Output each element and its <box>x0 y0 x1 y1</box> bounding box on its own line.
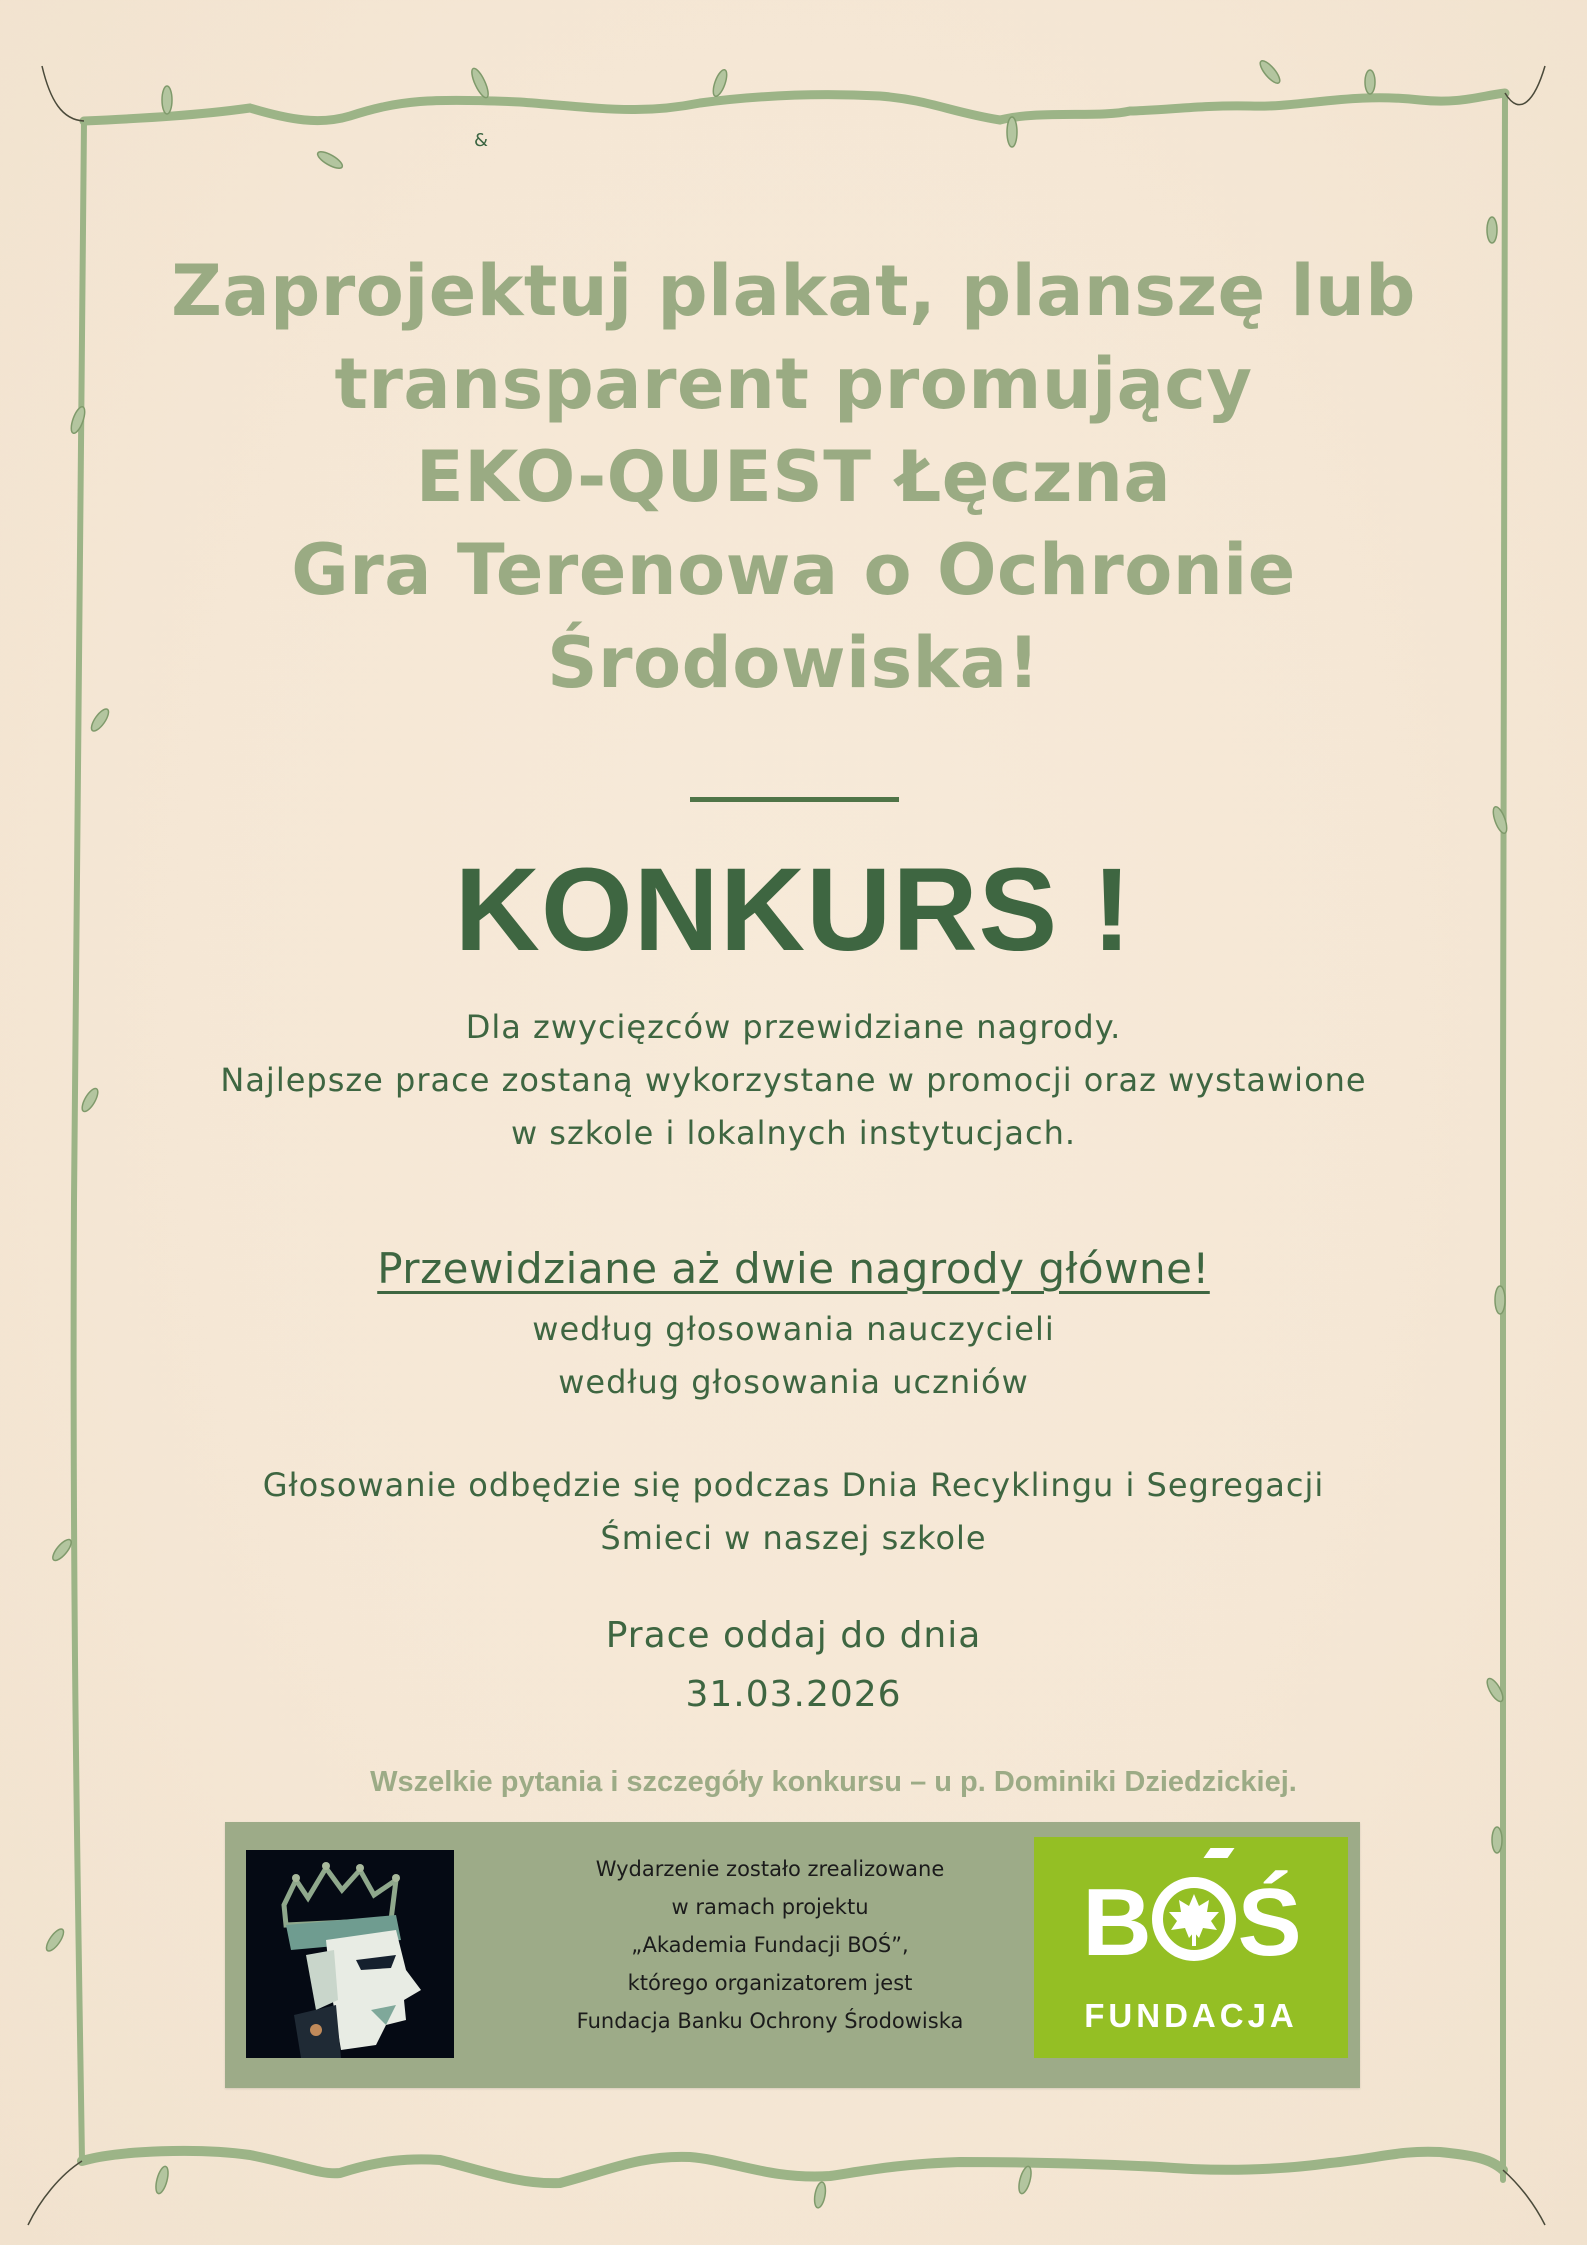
bos-fundacja-label: FUNDACJA <box>1084 1997 1298 2034</box>
leaf-icon <box>1152 1877 1236 1961</box>
voting-line: według głosowania nauczycieli <box>532 1310 1055 1348</box>
king-head-logo <box>246 1850 454 2058</box>
sponsor-text <box>510 1850 1030 2040</box>
bos-letter-b: B <box>1082 1869 1150 1976</box>
headline-line: Gra Terenowa o Ochronie <box>291 529 1296 611</box>
sponsor-line: którego organizatorem jest <box>627 1971 913 1995</box>
king-head-icon <box>246 1850 454 2058</box>
voting-event-line: Głosowanie odbędzie się podczas Dnia Recyklingu i Segregacji <box>262 1466 1325 1504</box>
headline-line: Zaprojektuj plakat, planszę lub <box>171 250 1416 332</box>
voting-event-line: Śmieci w naszej szkole <box>600 1519 987 1557</box>
ampersand-mark: & <box>474 130 489 151</box>
voting-event <box>0 1459 1587 1565</box>
deadline <box>0 1606 1587 1724</box>
poster-headline <box>100 245 1487 710</box>
bos-wordmark <box>1034 1869 1348 1976</box>
prizes-heading <box>0 1240 1587 1298</box>
intro-line: Najlepsze prace zostaną wykorzystane w promocji oraz wystawione <box>220 1061 1367 1099</box>
intro-text <box>0 1001 1587 1160</box>
headline-line: Środowiska! <box>547 622 1040 704</box>
intro-line: w szkole i lokalnych instytucjach. <box>510 1114 1077 1152</box>
prizes-heading-text: Przewidziane aż dwie nagrody główne! <box>377 1244 1210 1293</box>
sponsor-line: Fundacja Banku Ochrony Środowiska <box>576 2009 964 2033</box>
deadline-date: 31.03.2026 <box>685 1674 902 1715</box>
headline-line: EKO-QUEST Łęczna <box>415 436 1172 518</box>
deadline-label: Prace oddaj do dnia <box>605 1615 982 1656</box>
headline-line: transparent promujący <box>334 343 1253 425</box>
sponsor-line: „Akademia Fundacji BOŚ”, <box>631 1933 909 1957</box>
sponsor-line: w ramach projektu <box>671 1895 869 1919</box>
voting-methods <box>0 1303 1587 1409</box>
bos-letter-s: Ś <box>1237 1869 1300 1976</box>
section-divider <box>690 797 899 802</box>
intro-line: Dla zwycięzców przewidziane nagrody. <box>465 1008 1122 1046</box>
contact-info: Wszelkie pytania i szczegóły konkursu – u p. Dominiki Dziedzickiej. <box>370 1766 1297 1798</box>
sponsor-panel <box>225 1822 1360 2088</box>
voting-line: według głosowania uczniów <box>558 1363 1029 1401</box>
contest-title: KONKURS ! <box>454 844 1133 976</box>
sponsor-line: Wydarzenie zostało zrealizowane <box>595 1857 945 1881</box>
bos-fundacja-logo <box>1034 1837 1348 2058</box>
